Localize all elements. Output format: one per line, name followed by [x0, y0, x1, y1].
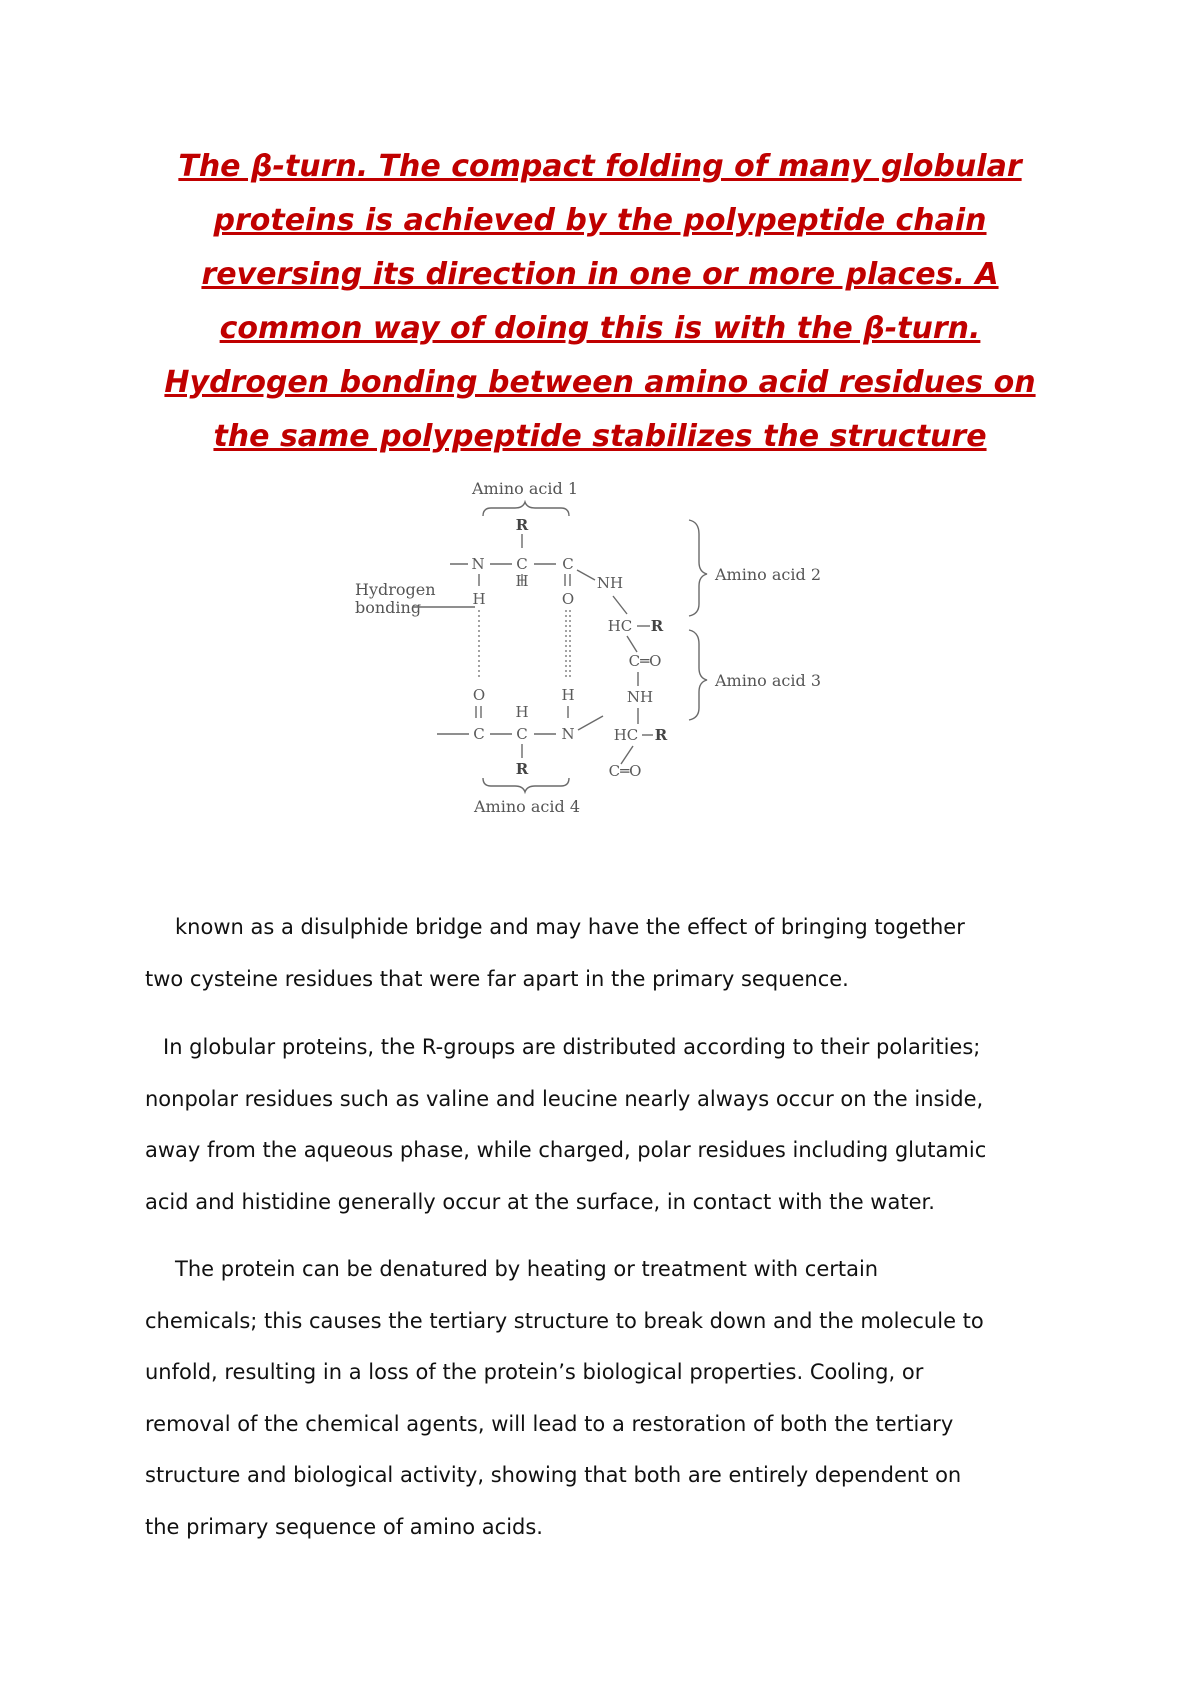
paragraph-text: structure and biological activity, showing that both are entirely dependent on — [145, 1463, 962, 1487]
paragraph-text: removal of the chemical agents, will lead to a restoration of both the tertiary — [145, 1411, 954, 1436]
heading-line: The β-turn. The compact folding of many globular — [178, 149, 1022, 184]
beta-turn-diagram — [355, 472, 915, 882]
heading-line: the same polypeptide stabilizes the structure — [213, 419, 987, 454]
paragraph-line — [145, 1244, 1065, 1296]
atom-nh: NH — [626, 688, 654, 706]
atom-nh: NH — [596, 574, 624, 592]
atom-c: C — [516, 555, 528, 573]
beta-turn-heading — [120, 140, 1080, 464]
paragraph-line — [145, 1399, 1065, 1451]
amino-acid-1-label: Amino acid 1 — [472, 479, 578, 498]
atom-n: N — [471, 555, 485, 573]
beta-turn-svg — [355, 472, 915, 882]
hydrogen-bonding-label: Hydrogen — [355, 580, 436, 599]
paragraph-disulphide — [145, 902, 1065, 1005]
atom-o: O — [561, 590, 575, 608]
paragraph-line — [145, 1450, 1065, 1502]
amino-acid-4-brace — [483, 778, 569, 792]
bond — [627, 636, 637, 652]
paragraph-text: unfold, resulting in a loss of the protein’s biological properties. Cooling, or — [145, 1360, 924, 1384]
paragraph-line — [145, 1296, 1065, 1348]
atom-c: C — [473, 725, 485, 743]
amino-acid-3-brace — [689, 630, 707, 720]
paragraph-text: two cysteine residues that were far apart in the primary sequence. — [145, 966, 849, 991]
amino-acid-2-brace — [689, 520, 707, 616]
paragraph-text: away from the aqueous phase, while charged, polar residues including glutamic — [145, 1138, 987, 1162]
bond — [613, 596, 627, 614]
heading-line: proteins is achieved by the polypeptide chain — [213, 203, 987, 238]
bond — [578, 716, 603, 730]
atom-h: H — [472, 590, 486, 608]
atom-hc: HC — [607, 617, 633, 635]
paragraph-text: acid and histidine generally occur at the surface, in contact with the water. — [145, 1189, 935, 1214]
amino-acid-3-label: Amino acid 3 — [715, 671, 821, 690]
paragraph-line — [145, 1022, 1065, 1074]
atom-r: R — [654, 726, 668, 744]
atom-c: C — [516, 725, 528, 743]
paragraph-line — [145, 954, 1065, 1006]
paragraph-text: chemicals; this causes the tertiary structure to break down and the molecule to — [145, 1308, 984, 1333]
paragraph-text: the primary sequence of amino acids. — [145, 1514, 543, 1539]
atom-r: R — [515, 760, 529, 778]
paragraph-globular-proteins — [145, 1022, 1065, 1228]
paragraph-text: known as a disulphide bridge and may have the effect of bringing together — [175, 915, 965, 939]
heading-line: Hydrogen bonding between amino acid residues on — [164, 365, 1036, 400]
atom-o: O — [472, 686, 486, 704]
amino-acid-1-brace — [483, 502, 569, 516]
paragraph-text: The protein can be denatured by heating or treatment with certain — [175, 1257, 879, 1281]
paragraph-text: In globular proteins, the R-groups are distributed according to their polarities; — [163, 1035, 981, 1059]
atom-hc: HC — [613, 726, 639, 744]
atom-c: C — [562, 555, 574, 573]
paragraph-line — [145, 1502, 1065, 1554]
paragraph-line — [145, 1125, 1065, 1177]
paragraph-line — [145, 902, 1065, 954]
atom-h: H — [561, 686, 575, 704]
amino-acid-2-label: Amino acid 2 — [715, 565, 821, 584]
atom-r: R — [650, 617, 664, 635]
atom-n: N — [561, 725, 575, 743]
hydrogen-bonding-label: bonding — [355, 598, 422, 617]
atom-h: H — [515, 572, 529, 590]
atom-co: C═O — [608, 762, 642, 780]
bond — [577, 570, 595, 580]
atom-h: H — [515, 703, 529, 721]
paragraph-text: nonpolar residues such as valine and leucine nearly always occur on the inside, — [145, 1086, 984, 1111]
heading-line: common way of doing this is with the β-turn. — [219, 311, 981, 346]
atom-r: R — [515, 516, 529, 534]
paragraph-line — [145, 1177, 1065, 1229]
paragraph-denaturation — [145, 1244, 1065, 1553]
paragraph-line — [145, 1347, 1065, 1399]
paragraph-line — [145, 1074, 1065, 1126]
heading-line: reversing its direction in one or more places. A — [201, 257, 999, 292]
amino-acid-4-label: Amino acid 4 — [474, 797, 580, 816]
atom-co: C═O — [628, 652, 662, 670]
